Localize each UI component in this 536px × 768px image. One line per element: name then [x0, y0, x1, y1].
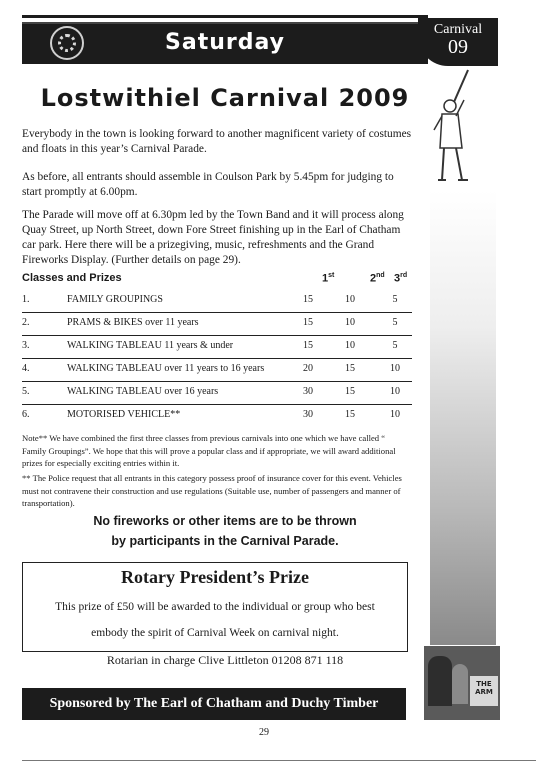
- table-row: 4. WALKING TABLEAU over 11 years to 16 years 20 15 10: [22, 358, 412, 382]
- assembly-paragraph: As before, all entrants should assemble in Coulson Park by 5.45pm for judging to start promptly at 6.00pm.: [22, 171, 394, 198]
- prize-box: [22, 562, 408, 652]
- table-row: 1. FAMILY GROUPINGS 15 10 5: [22, 289, 412, 313]
- warning-line: No fireworks or other items are to be thrown: [93, 514, 357, 528]
- header-bar: [22, 22, 428, 64]
- day-label: Saturday: [165, 30, 285, 55]
- prize-text: This prize of £50 will be awarded to the individual or group who best: [55, 601, 375, 613]
- parade-photo: [424, 646, 500, 720]
- page-title: Lostwithiel Carnival 2009: [40, 84, 410, 112]
- badge-bottom: 09: [448, 36, 468, 58]
- col-third: 3rd: [394, 272, 408, 285]
- photo-person: [452, 664, 468, 704]
- footer-rule: [22, 760, 536, 761]
- badge-top: Carnival: [433, 22, 483, 37]
- table-row: 2. PRAMS & BIKES over 11 years 15 10 5: [22, 312, 412, 336]
- prize-title: Rotary President’s Prize: [121, 567, 309, 587]
- page-number: 29: [259, 727, 269, 738]
- side-gradient-band: [430, 190, 496, 645]
- bell-ringer-figure-icon: [428, 68, 488, 188]
- sponsor-banner: Sponsored by The Earl of Chatham and Duchy Timber: [22, 688, 406, 720]
- note-family-groupings: Note** We have combined the first three classes from previous carnivals into one which we have called “ Family Groupings”. We hope that this will prove a popular class and if appropriate, we will award additional prizes for especially exciting entries within it.: [22, 433, 396, 468]
- table-header: [22, 272, 412, 288]
- table-row: 3. WALKING TABLEAU 11 years & under 15 10 5: [22, 335, 412, 359]
- rotarian-contact: Rotarian in charge Clive Littleton 01208 871 118: [106, 653, 344, 667]
- table-row: 6. MOTORISED VEHICLE** 30 15 10: [22, 409, 400, 420]
- table-heading: Classes and Prizes: [22, 272, 122, 284]
- header-rule: [22, 15, 428, 18]
- table-row: 5. WALKING TABLEAU over 16 years 30 15 10: [22, 381, 412, 405]
- warning-line: by participants in the Carnival Parade.: [111, 534, 339, 548]
- col-first: 1st: [322, 272, 335, 285]
- note-police: ** The Police request that all entrants in this category possess proof of insurance cover for this event. Vehicles must not contravene their construction and use regulations (Suitable use, number of passengers and manner of transportation).: [22, 473, 402, 508]
- col-second: 2nd: [370, 272, 385, 285]
- carnival-badge: [418, 18, 498, 66]
- intro-paragraph: Everybody in the town is looking forward to another magnificent variety of costumes and floats in this year’s Carnival Parade.: [22, 128, 412, 155]
- route-paragraph: The Parade will move off at 6.30pm led by the Town Band and it will process along Quay Street, up North Street, down Fore Street finishing up in the Earl of Chatham car park. Here there will be a prizegiving, music, refreshments and the Grand Fireworks Display. (Further details on page 29).: [22, 209, 404, 266]
- photo-sign: THE ARM: [470, 676, 498, 706]
- photo-person: [428, 656, 452, 706]
- prize-text: embody the spirit of Carnival Week on carnival night.: [91, 627, 339, 639]
